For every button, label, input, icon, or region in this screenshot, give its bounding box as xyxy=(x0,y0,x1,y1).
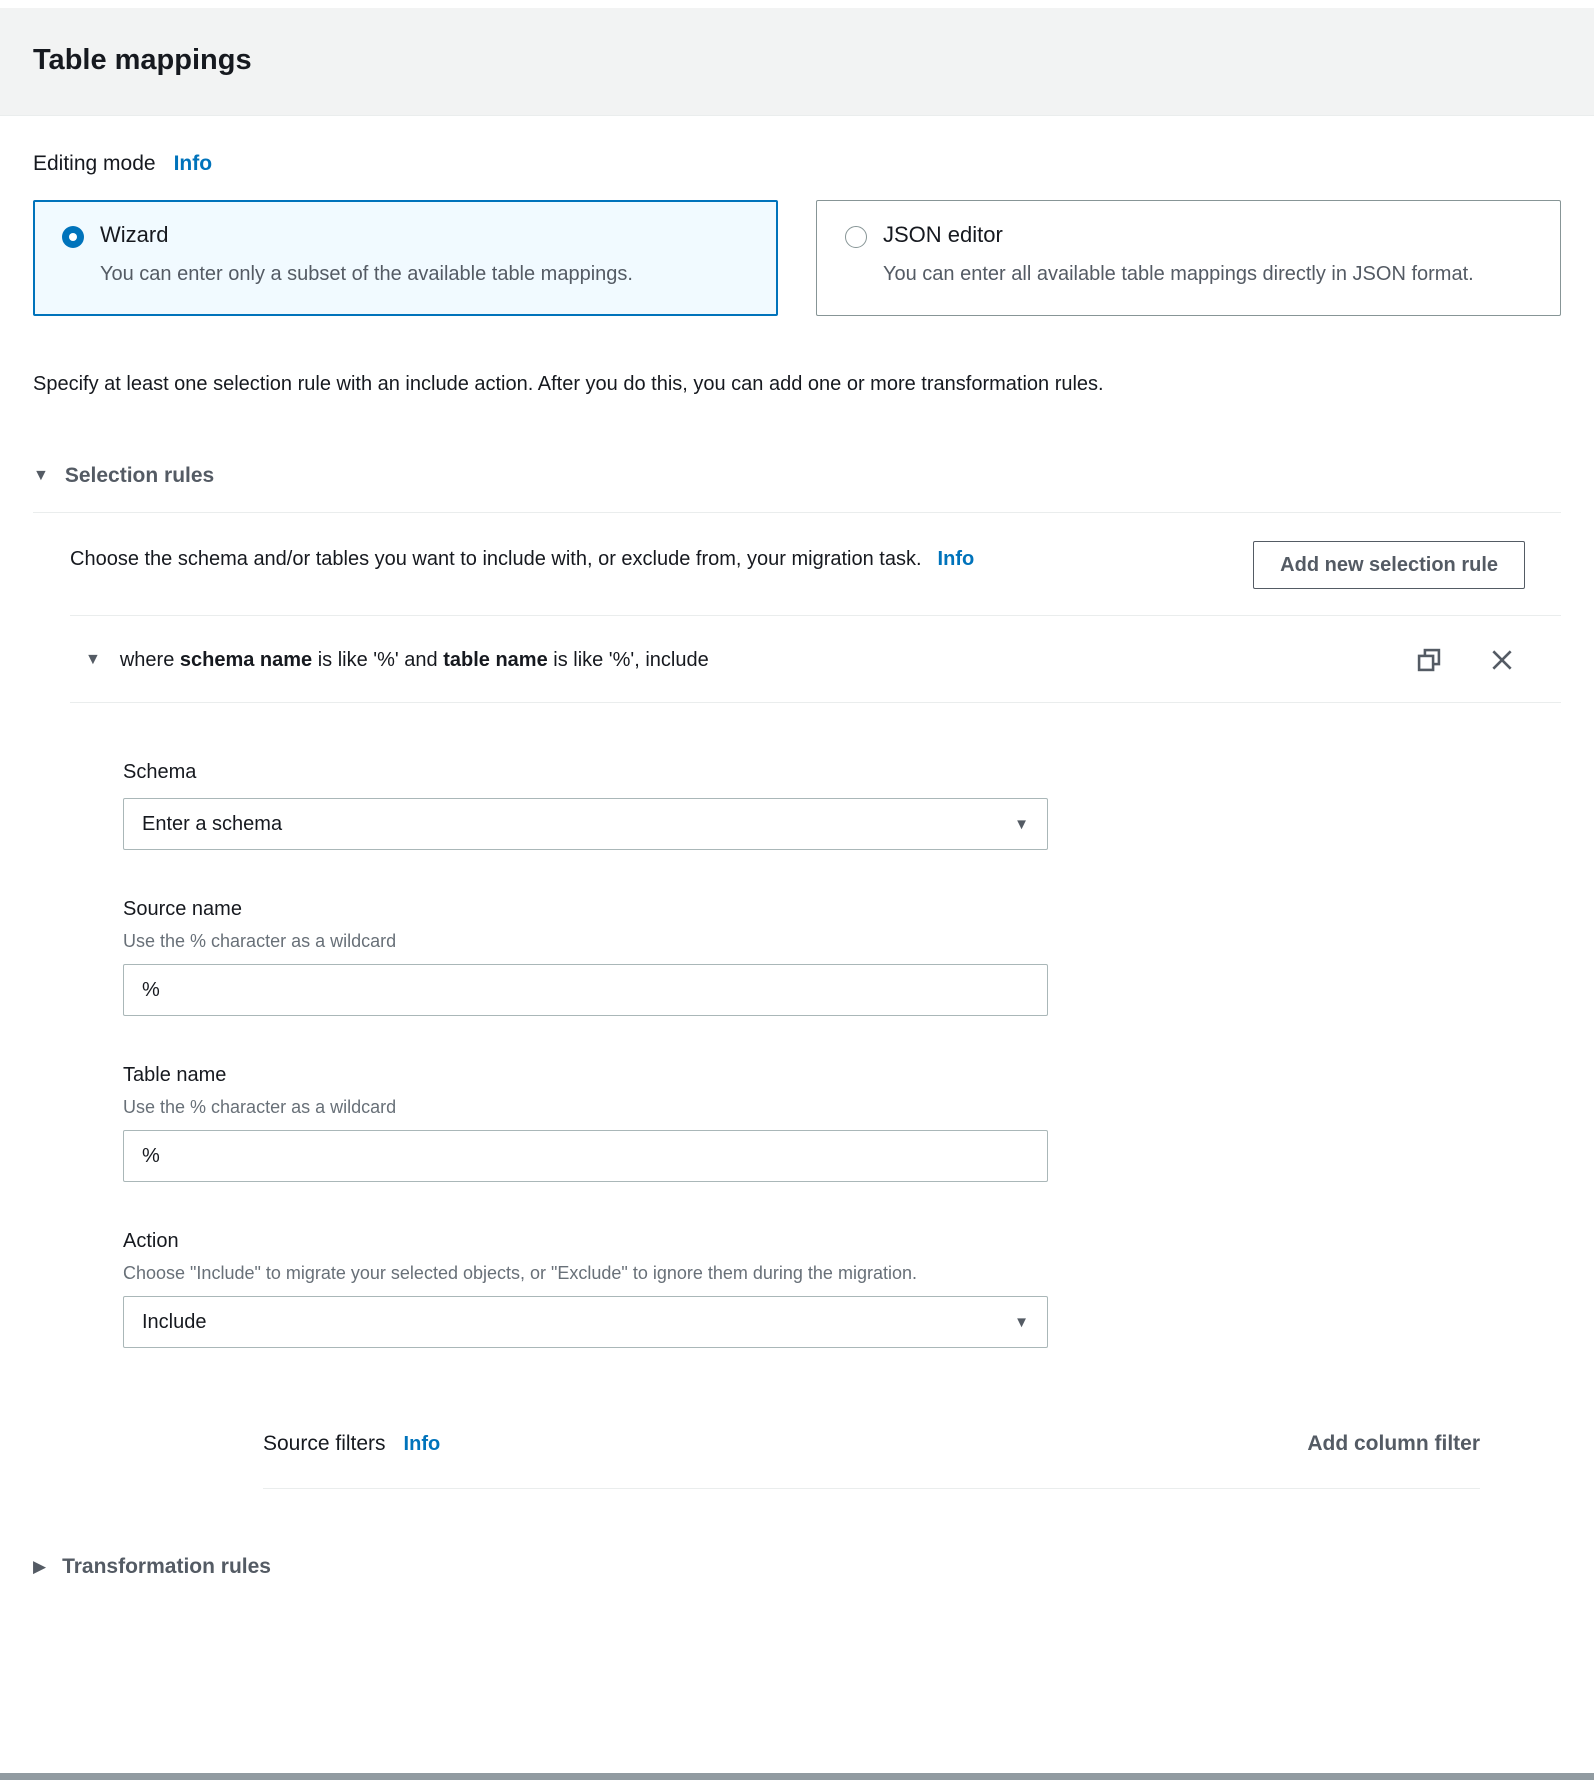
page-title: Table mappings xyxy=(33,44,252,76)
source-filters-header-row xyxy=(263,1432,1480,1456)
schema-label: Schema xyxy=(123,761,197,783)
schema-field-group xyxy=(123,761,1516,850)
action-select-value: Include xyxy=(142,1310,207,1333)
source-filters-title: Source filters xyxy=(263,1432,386,1455)
rule-summary-schema-name: schema name xyxy=(179,648,313,671)
json-editor-option-title: JSON editor xyxy=(883,222,1003,247)
source-filters-info-link[interactable]: Info xyxy=(403,1432,441,1455)
source-name-constraint: Use the % character as a wildcard xyxy=(123,931,397,951)
table-name-input[interactable] xyxy=(123,1130,1048,1182)
caret-down-icon: ▼ xyxy=(1014,1313,1029,1331)
editing-mode-cards xyxy=(33,200,1561,316)
add-new-selection-rule-button[interactable]: Add new selection rule xyxy=(1253,541,1525,589)
duplicate-rule-button[interactable] xyxy=(1415,646,1443,674)
json-editor-option-card[interactable] xyxy=(816,200,1561,316)
rule-summary-text: where xyxy=(119,648,180,671)
wizard-option-card[interactable] xyxy=(33,200,778,316)
selection-rules-info-link[interactable]: Info xyxy=(937,548,975,570)
action-constraint: Choose "Include" to migrate your selected objects, or "Exclude" to ignore them during the migration. xyxy=(123,1263,917,1283)
selection-rule-header xyxy=(70,646,1561,674)
close-icon xyxy=(1489,647,1515,673)
editing-mode-label: Editing mode xyxy=(33,152,156,175)
bottom-edge-bar xyxy=(0,1773,1594,1780)
selection-rules-content xyxy=(33,541,1561,1489)
page-header xyxy=(0,8,1594,116)
table-name-label: Table name xyxy=(123,1064,227,1086)
page-content xyxy=(0,152,1594,1579)
selection-rule-summary xyxy=(120,649,709,672)
json-editor-radio-unchecked[interactable] xyxy=(845,226,867,248)
editing-mode-info-link[interactable]: Info xyxy=(173,152,213,175)
schema-select[interactable] xyxy=(123,798,1048,850)
json-editor-card-body xyxy=(883,222,1474,293)
caret-down-icon: ▼ xyxy=(1014,815,1029,833)
selection-rules-description xyxy=(70,541,974,577)
source-name-field-group xyxy=(123,898,1516,1016)
copy-icon xyxy=(1415,646,1443,674)
selection-rules-section-header[interactable] xyxy=(33,464,1561,488)
rule-summary-text: is like '%', include xyxy=(547,648,709,671)
action-field-group xyxy=(123,1230,1516,1348)
wizard-card-body xyxy=(100,222,633,293)
rule-list-divider xyxy=(70,615,1561,616)
selection-rules-description-text: Choose the schema and/or tables you want to include with, or exclude from, your migration task. xyxy=(70,548,922,570)
rule-summary-table-name: table name xyxy=(443,648,548,671)
caret-down-icon: ▼ xyxy=(33,467,49,484)
source-name-input[interactable] xyxy=(123,964,1048,1016)
wizard-radio-checked[interactable] xyxy=(62,226,84,248)
rule-actions xyxy=(1415,646,1515,674)
selection-rules-description-row xyxy=(70,541,1561,589)
source-filters-section xyxy=(263,1432,1480,1489)
remove-rule-button[interactable] xyxy=(1489,647,1515,673)
editing-mode-row xyxy=(33,152,1561,176)
json-editor-option-description: You can enter all available table mappings directly in JSON format. xyxy=(883,263,1474,285)
source-name-label: Source name xyxy=(123,898,242,920)
table-name-field-group xyxy=(123,1064,1516,1182)
selection-rules-title: Selection rules xyxy=(64,464,215,487)
section-divider xyxy=(33,512,1561,513)
action-select[interactable] xyxy=(123,1296,1048,1348)
wizard-option-description: You can enter only a subset of the available table mappings. xyxy=(100,263,633,285)
action-label: Action xyxy=(123,1230,179,1252)
rule-summary-text: is like '%' and xyxy=(312,648,444,671)
add-column-filter-button[interactable]: Add column filter xyxy=(1307,1432,1480,1455)
intro-text: Specify at least one selection rule with an include action. After you do this, you can add one or more transformation rules. xyxy=(33,373,1104,395)
wizard-option-title: Wizard xyxy=(100,222,169,247)
caret-down-icon[interactable]: ▼ xyxy=(85,651,101,668)
schema-select-value: Enter a schema xyxy=(142,812,283,835)
transformation-rules-title: Transformation rules xyxy=(62,1555,271,1578)
transformation-rules-section-header[interactable] xyxy=(33,1555,1561,1579)
table-name-constraint: Use the % character as a wildcard xyxy=(123,1097,397,1117)
caret-right-icon: ▶ xyxy=(33,1557,47,1576)
source-filters-divider xyxy=(263,1488,1480,1489)
selection-rule-form xyxy=(70,703,1561,1489)
